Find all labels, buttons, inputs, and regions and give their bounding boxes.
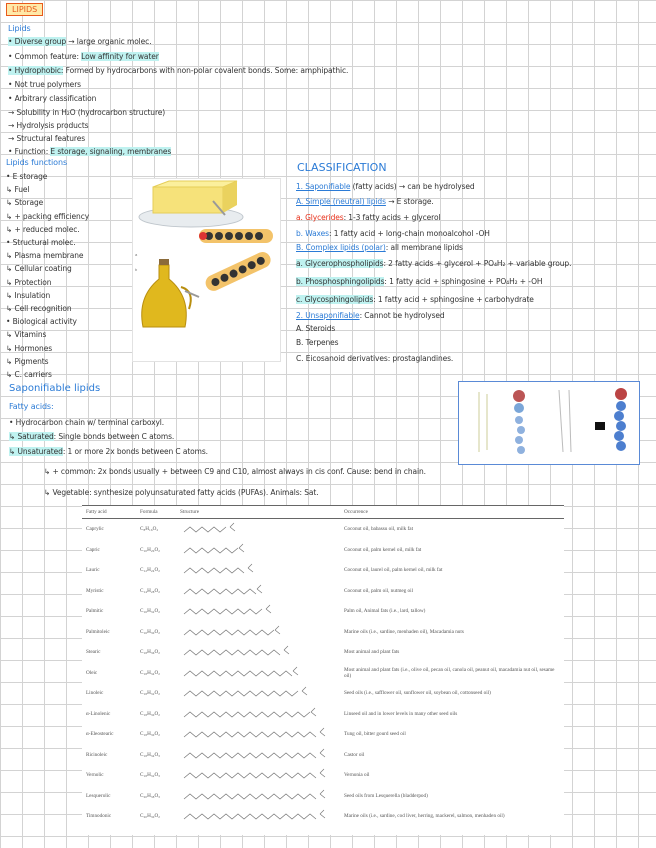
fatty-acid-structure bbox=[176, 622, 340, 643]
fatty-acid-structure bbox=[176, 642, 340, 663]
fatty-acid-formula: C₁₈H₃₆O₂ bbox=[140, 649, 160, 656]
classification-line: a. Glycerophospholipids: 2 fatty acids + glycerol + PO₄H₂ + variable group. bbox=[296, 259, 572, 268]
fatty-acid-structure bbox=[176, 663, 340, 684]
fatty-acids-heading: Fatty acids: bbox=[9, 402, 54, 411]
table-body bbox=[82, 519, 564, 827]
svg-text:b: b bbox=[135, 267, 138, 272]
table-row bbox=[82, 683, 564, 704]
fatty-acid-formula: C₁₄H₂₈O₂ bbox=[140, 587, 160, 594]
table-row bbox=[82, 765, 564, 786]
skeletal-formula-icon bbox=[180, 706, 330, 722]
functions-item: ↳ Plasma membrane bbox=[6, 251, 84, 261]
fatty-acid-name: Lesquerolic bbox=[86, 792, 111, 799]
butter-oil-image bbox=[133, 179, 280, 361]
double-bond-note: ↳ + common: 2x bonds usually + between C9 and C10, almost always in cis conf. Cause: bend in chain. bbox=[44, 467, 426, 476]
fatty-acid-name: Myristic bbox=[86, 587, 104, 594]
fatty-acid-occurrence: Most animal and plant fats (i.e., olive oil, pecan oil, canola oil, peanut oil, macadamia nut oil, sesame oil) bbox=[344, 666, 555, 679]
skeletal-formula-icon bbox=[180, 562, 330, 578]
functions-item: • Structural molec. bbox=[6, 238, 76, 247]
fatty-acid-occurrence: Coconut oil, palm oil, nutmeg oil bbox=[344, 587, 414, 594]
table-row bbox=[82, 519, 564, 540]
skeletal-formula-icon bbox=[180, 644, 330, 660]
skeletal-formula-icon bbox=[180, 583, 330, 599]
lipids-heading: Lipids bbox=[8, 24, 31, 33]
functions-item: ↳ + packing efficiency bbox=[6, 211, 90, 221]
col-formula: Formula bbox=[136, 506, 176, 519]
skeletal-formula-icon bbox=[180, 665, 330, 681]
fatty-acid-occurrence: Coconut oil, laurel oil, palm kernel oil, milk fat bbox=[344, 567, 443, 574]
fatty-acid-name: Linoleic bbox=[86, 690, 104, 697]
svg-text:a: a bbox=[135, 252, 138, 257]
lipids-line: • Function: E storage, signaling, membranes bbox=[8, 147, 172, 156]
fatty-acid-structure bbox=[176, 765, 340, 786]
skeletal-formula-icon bbox=[180, 521, 330, 537]
fatty-acid-name: α-Eleostearic bbox=[86, 731, 114, 738]
fatty-acid-occurrence: Palm oil, Animal fats (i.e., lard, tallow) bbox=[344, 608, 426, 615]
lipids-line: → Structural features bbox=[8, 134, 86, 143]
table-row bbox=[82, 601, 564, 622]
functions-item: ↳ C. carriers bbox=[6, 370, 52, 379]
fatty-acid-occurrence: Tung oil, bitter gourd seed oil bbox=[344, 731, 406, 738]
fatty-acid-def: • Hydrocarbon chain w/ terminal carboxyl. bbox=[9, 418, 165, 427]
fatty-acid-structure bbox=[176, 581, 340, 602]
fatty-acid-name: Palmitoleic bbox=[86, 628, 110, 635]
fatty-acid-name: Caprylic bbox=[86, 526, 104, 533]
fatty-acid-structure bbox=[176, 745, 340, 766]
unsaturated-line: ↳ Unsaturated: 1 or more 2x bonds between C atoms. bbox=[9, 447, 208, 456]
classification-line: A. Steroids bbox=[296, 324, 336, 333]
fatty-acid-formula: C₁₈H₃₀O₂ bbox=[140, 731, 160, 738]
table-row bbox=[82, 806, 564, 827]
fatty-acid-formula: C₁₂H₂₄O₂ bbox=[140, 567, 160, 574]
lipids-line: • Hydrophobic: Formed by hydrocarbons with non-polar covalent bonds. Some: amphipathic. bbox=[8, 66, 349, 75]
lipids-line: • Not true polymers bbox=[8, 80, 81, 89]
skeletal-formula-icon bbox=[180, 747, 330, 763]
functions-item: • Biological activity bbox=[6, 317, 77, 327]
fatty-acid-structure bbox=[176, 601, 340, 622]
skeletal-formula-icon bbox=[180, 542, 330, 558]
classification-line: 1. Saponifiable (fatty acids) → can be hydrolysed bbox=[296, 182, 475, 191]
fatty-acid-occurrence: Coconut oil, babassu oil, milk fat bbox=[344, 526, 414, 533]
functions-item: ↳ Fuel bbox=[6, 185, 30, 195]
fatty-acid-occurrence: Coconut oil, palm kernel oil, milk fat bbox=[344, 546, 422, 553]
fatty-acid-formula: C₂₀H₃₀O₂ bbox=[140, 813, 160, 820]
table-row bbox=[82, 663, 564, 684]
functions-item: ↳ Insulation bbox=[6, 290, 51, 300]
functions-item: • E storage bbox=[6, 172, 48, 181]
fatty-acid-structure bbox=[176, 560, 340, 581]
classification-heading: CLASSIFICATION bbox=[297, 161, 387, 174]
lipids-line: → Solubility in H₂O (hydrocarbon structure) bbox=[8, 108, 166, 117]
fatty-acid-occurrence: Most animal and plant fats bbox=[344, 649, 400, 656]
skeletal-formula-icon bbox=[180, 767, 330, 783]
fatty-acid-structure bbox=[176, 786, 340, 807]
fatty-acid-name: Vernolic bbox=[86, 772, 104, 779]
fatty-acid-name: Capric bbox=[86, 546, 100, 553]
lipids-line: • Diverse group → large organic molec. bbox=[8, 37, 152, 46]
skeletal-formula-icon bbox=[180, 788, 330, 804]
fatty-acid-structure bbox=[176, 806, 340, 827]
col-fatty-acid: Fatty acid bbox=[82, 506, 136, 519]
fatty-acid-occurrence: Seed oils (i.e., safflower oil, sunflower oil, soybean oil, cottonseed oil) bbox=[344, 690, 491, 697]
table-row bbox=[82, 560, 564, 581]
classification-line: a. Glycerides: 1-3 fatty acids + glycerol bbox=[296, 213, 441, 222]
classification-line: B. Complex lipids (polar): all membrane lipids bbox=[296, 243, 463, 252]
fatty-acid-structure bbox=[176, 540, 340, 561]
membrane-lipid-image bbox=[459, 382, 637, 462]
fatty-acid-name: Oleic bbox=[86, 669, 98, 676]
classification-line: 2. Unsaponifiable: Cannot be hydrolysed bbox=[296, 311, 445, 320]
fatty-acid-name: Timnodonic bbox=[86, 813, 112, 820]
functions-item: ↳ Vitamins bbox=[6, 330, 47, 340]
lipids-line: • Common feature: Low affinity for water bbox=[8, 52, 159, 61]
fatty-acid-formula: C₁₈H₃₄O₃ bbox=[140, 751, 160, 758]
fatty-acid-formula: C₁₈H₃₂O₃ bbox=[140, 772, 160, 779]
fatty-acid-name: Palmitic bbox=[86, 608, 104, 615]
fatty-acid-formula: C₂₀H₃₈O₃ bbox=[140, 792, 160, 799]
fatty-acid-name: Ricinoleic bbox=[86, 751, 108, 758]
classification-line: b. Phosphosphingolipids: 1 fatty acid + sphingosine + PO₄H₂ + -OH bbox=[296, 277, 543, 286]
table-row bbox=[82, 622, 564, 643]
fatty-acid-table bbox=[82, 505, 564, 835]
table-header-row bbox=[82, 506, 564, 519]
fatty-acid-structure bbox=[176, 683, 340, 704]
functions-item: ↳ Storage bbox=[6, 198, 44, 208]
skeletal-formula-icon bbox=[180, 603, 330, 619]
fatty-acid-name: Lauric bbox=[86, 567, 100, 574]
skeletal-formula-icon bbox=[180, 726, 330, 742]
saturated-line: ↳ Saturated: Single bonds between C atoms. bbox=[9, 432, 175, 441]
skeletal-formula-icon bbox=[180, 808, 330, 824]
fatty-acid-structure bbox=[176, 704, 340, 725]
fatty-acid-name: Stearic bbox=[86, 649, 101, 656]
fatty-acid-occurrence: Linseed oil and in lower levels in many other seed oils bbox=[344, 710, 458, 717]
skeletal-formula-icon bbox=[180, 624, 330, 640]
classification-line: c. Glycosphingolipids: 1 fatty acid + sphingosine + carbohydrate bbox=[296, 295, 534, 304]
lipids-line: • Arbitrary classification bbox=[8, 94, 97, 103]
table-row bbox=[82, 724, 564, 745]
page-title: LIPIDS bbox=[6, 3, 43, 16]
fatty-acid-structure bbox=[176, 724, 340, 745]
functions-item: ↳ Protection bbox=[6, 277, 52, 287]
table-row bbox=[82, 704, 564, 725]
table-row bbox=[82, 642, 564, 663]
table-row bbox=[82, 540, 564, 561]
fatty-acid-structure bbox=[176, 519, 340, 540]
membrane-lipid-illustration bbox=[458, 381, 640, 465]
col-occurrence: Occurrence bbox=[340, 506, 564, 519]
butter-oil-illustration bbox=[132, 178, 281, 362]
functions-item: ↳ Hormones bbox=[6, 343, 53, 353]
col-structure: Structure bbox=[176, 506, 340, 519]
skeletal-formula-icon bbox=[180, 685, 330, 701]
functions-item: ↳ Cellular coating bbox=[6, 264, 72, 274]
classification-line: C. Eicosanoid derivatives: prostaglandines. bbox=[296, 354, 454, 363]
fatty-acid-occurrence: Vernonia oil bbox=[344, 772, 370, 779]
fatty-acid-formula: C₁₆H₃₂O₂ bbox=[140, 608, 160, 615]
table-row bbox=[82, 581, 564, 602]
fatty-acid-formula: C₁₈H₃₂O₂ bbox=[140, 690, 160, 697]
functions-item: ↳ + reduced molec. bbox=[6, 224, 80, 234]
fatty-acid-formula: C₈H₁₆O₂ bbox=[140, 526, 159, 533]
saponifiable-heading: Saponifiable lipids bbox=[9, 383, 101, 394]
table-row bbox=[82, 786, 564, 807]
lipids-line: → Hydrolysis products bbox=[8, 121, 89, 130]
table-row bbox=[82, 745, 564, 766]
fatty-acid-occurrence: Seed oils from Lesquerella (bladderpod) bbox=[344, 792, 428, 799]
fatty-acid-occurrence: Marine oils (i.e., sardine, menhaden oil), Macadamia nuts bbox=[344, 628, 464, 635]
fatty-acid-formula: C₁₈H₃₄O₂ bbox=[140, 669, 160, 676]
fatty-acid-formula: C₁₀H₂₀O₂ bbox=[140, 546, 160, 553]
functions-item: ↳ Cell recognition bbox=[6, 304, 72, 313]
vegetable-note: ↳ Vegetable: synthesize polyunsaturated fatty acids (PUFAs). Animals: Sat. bbox=[44, 488, 319, 497]
fatty-acid-occurrence: Castor oil bbox=[344, 751, 365, 758]
classification-line: B. Terpenes bbox=[296, 338, 339, 347]
fatty-acid-formula: C₁₈H₃₀O₂ bbox=[140, 710, 160, 717]
fatty-acid-name: α-Linolenic bbox=[86, 710, 111, 717]
functions-item: ↳ Pigments bbox=[6, 356, 49, 366]
functions-heading: Lipids functions bbox=[6, 158, 68, 167]
fatty-acid-formula: C₁₆H₃₀O₂ bbox=[140, 628, 160, 635]
classification-line: b. Waxes: 1 fatty acid + long-chain monoalcohol -OH bbox=[296, 229, 490, 238]
classification-line: A. Simple (neutral) lipids → E storage. bbox=[296, 197, 434, 206]
fatty-acid-occurrence: Marine oils (i.e., sardine, cod liver, herring, mackerel, salmon, menhaden oil) bbox=[344, 813, 505, 820]
